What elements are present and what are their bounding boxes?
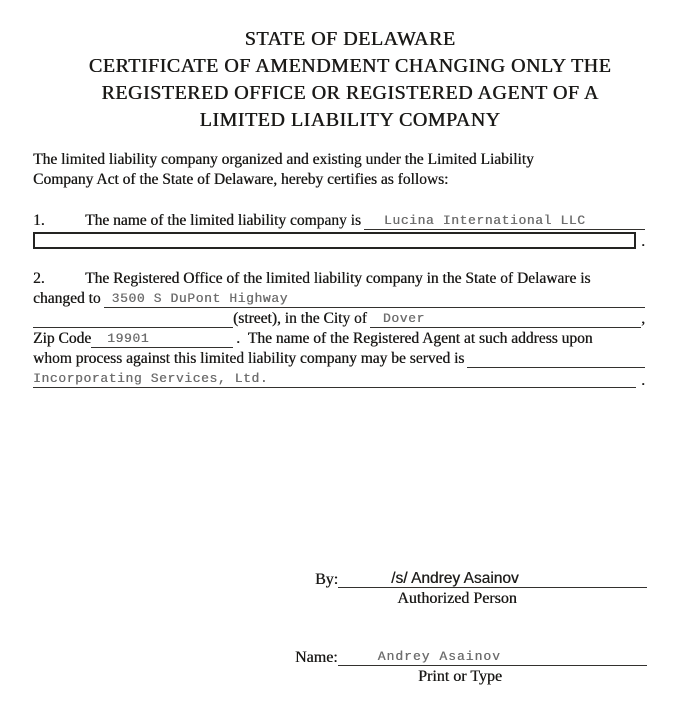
registered-agent-sentence: . The name of the Registered Agent at such address upon [236, 330, 593, 347]
city-underline [370, 308, 641, 328]
zip-value: 19901 [107, 331, 150, 346]
by-signature-value: /s/ Andrey Asainov [391, 570, 519, 587]
street-blank-underline [33, 308, 233, 328]
street-underline [104, 288, 645, 308]
item-2 [33, 268, 645, 388]
item-2-trailing-period: . [641, 372, 645, 389]
agent-name-underline [33, 368, 636, 388]
title-line-4: LIMITED LIABILITY COMPANY [199, 109, 501, 131]
name-value: Andrey Asainov [377, 649, 501, 664]
street-city-caption: (street), in the City of [233, 310, 367, 327]
item-1-trailing-period: . [641, 233, 645, 250]
city-value: Dover [382, 311, 425, 326]
served-line: whom process against this limited liability company may be served is [33, 350, 465, 367]
item-1-number: 1. [33, 212, 45, 229]
name-label: Name: [295, 649, 338, 666]
title-line-1: STATE OF DELAWARE [244, 28, 456, 50]
changed-to-label: changed to [33, 290, 101, 307]
title-line-2: CERTIFICATE OF AMENDMENT CHANGING ONLY THE [88, 55, 612, 77]
company-name-entry-box [33, 232, 636, 249]
item-1 [33, 210, 645, 249]
intro-line-2: Company Act of the State of Delaware, hereby certifies as follows: [33, 171, 449, 188]
city-trailing-comma: , [641, 310, 645, 327]
document-title [0, 26, 700, 134]
name-underline [338, 648, 647, 666]
agent-name-value: Incorporating Services, Ltd. [33, 371, 269, 386]
item-1-label: The name of the limited liability company is [85, 212, 361, 229]
title-line-3: REGISTERED OFFICE OR REGISTERED AGENT OF A [101, 82, 599, 104]
item-2-number: 2. [33, 270, 45, 287]
zip-code-label: Zip Code [33, 330, 92, 347]
zip-underline [91, 328, 233, 348]
intro-line-1: The limited liability company organized and existing under the Limited Liability [33, 151, 534, 168]
authorized-person-caption: Authorized Person [397, 590, 517, 607]
street-value: 3500 S DuPont Highway [111, 291, 289, 306]
by-label: By: [315, 571, 339, 588]
agent-blank-underline [467, 348, 645, 368]
company-name-underline [364, 210, 645, 230]
print-or-type-caption: Print or Type [418, 668, 502, 685]
intro-paragraph [33, 150, 534, 190]
item-2-line-1: The Registered Office of the limited liability company in the State of Delaware is [85, 270, 591, 287]
signature-name-section [295, 648, 647, 685]
signature-by-section [295, 570, 647, 607]
by-signature-underline [338, 570, 647, 588]
company-name-value: Lucina International LLC [383, 213, 586, 228]
